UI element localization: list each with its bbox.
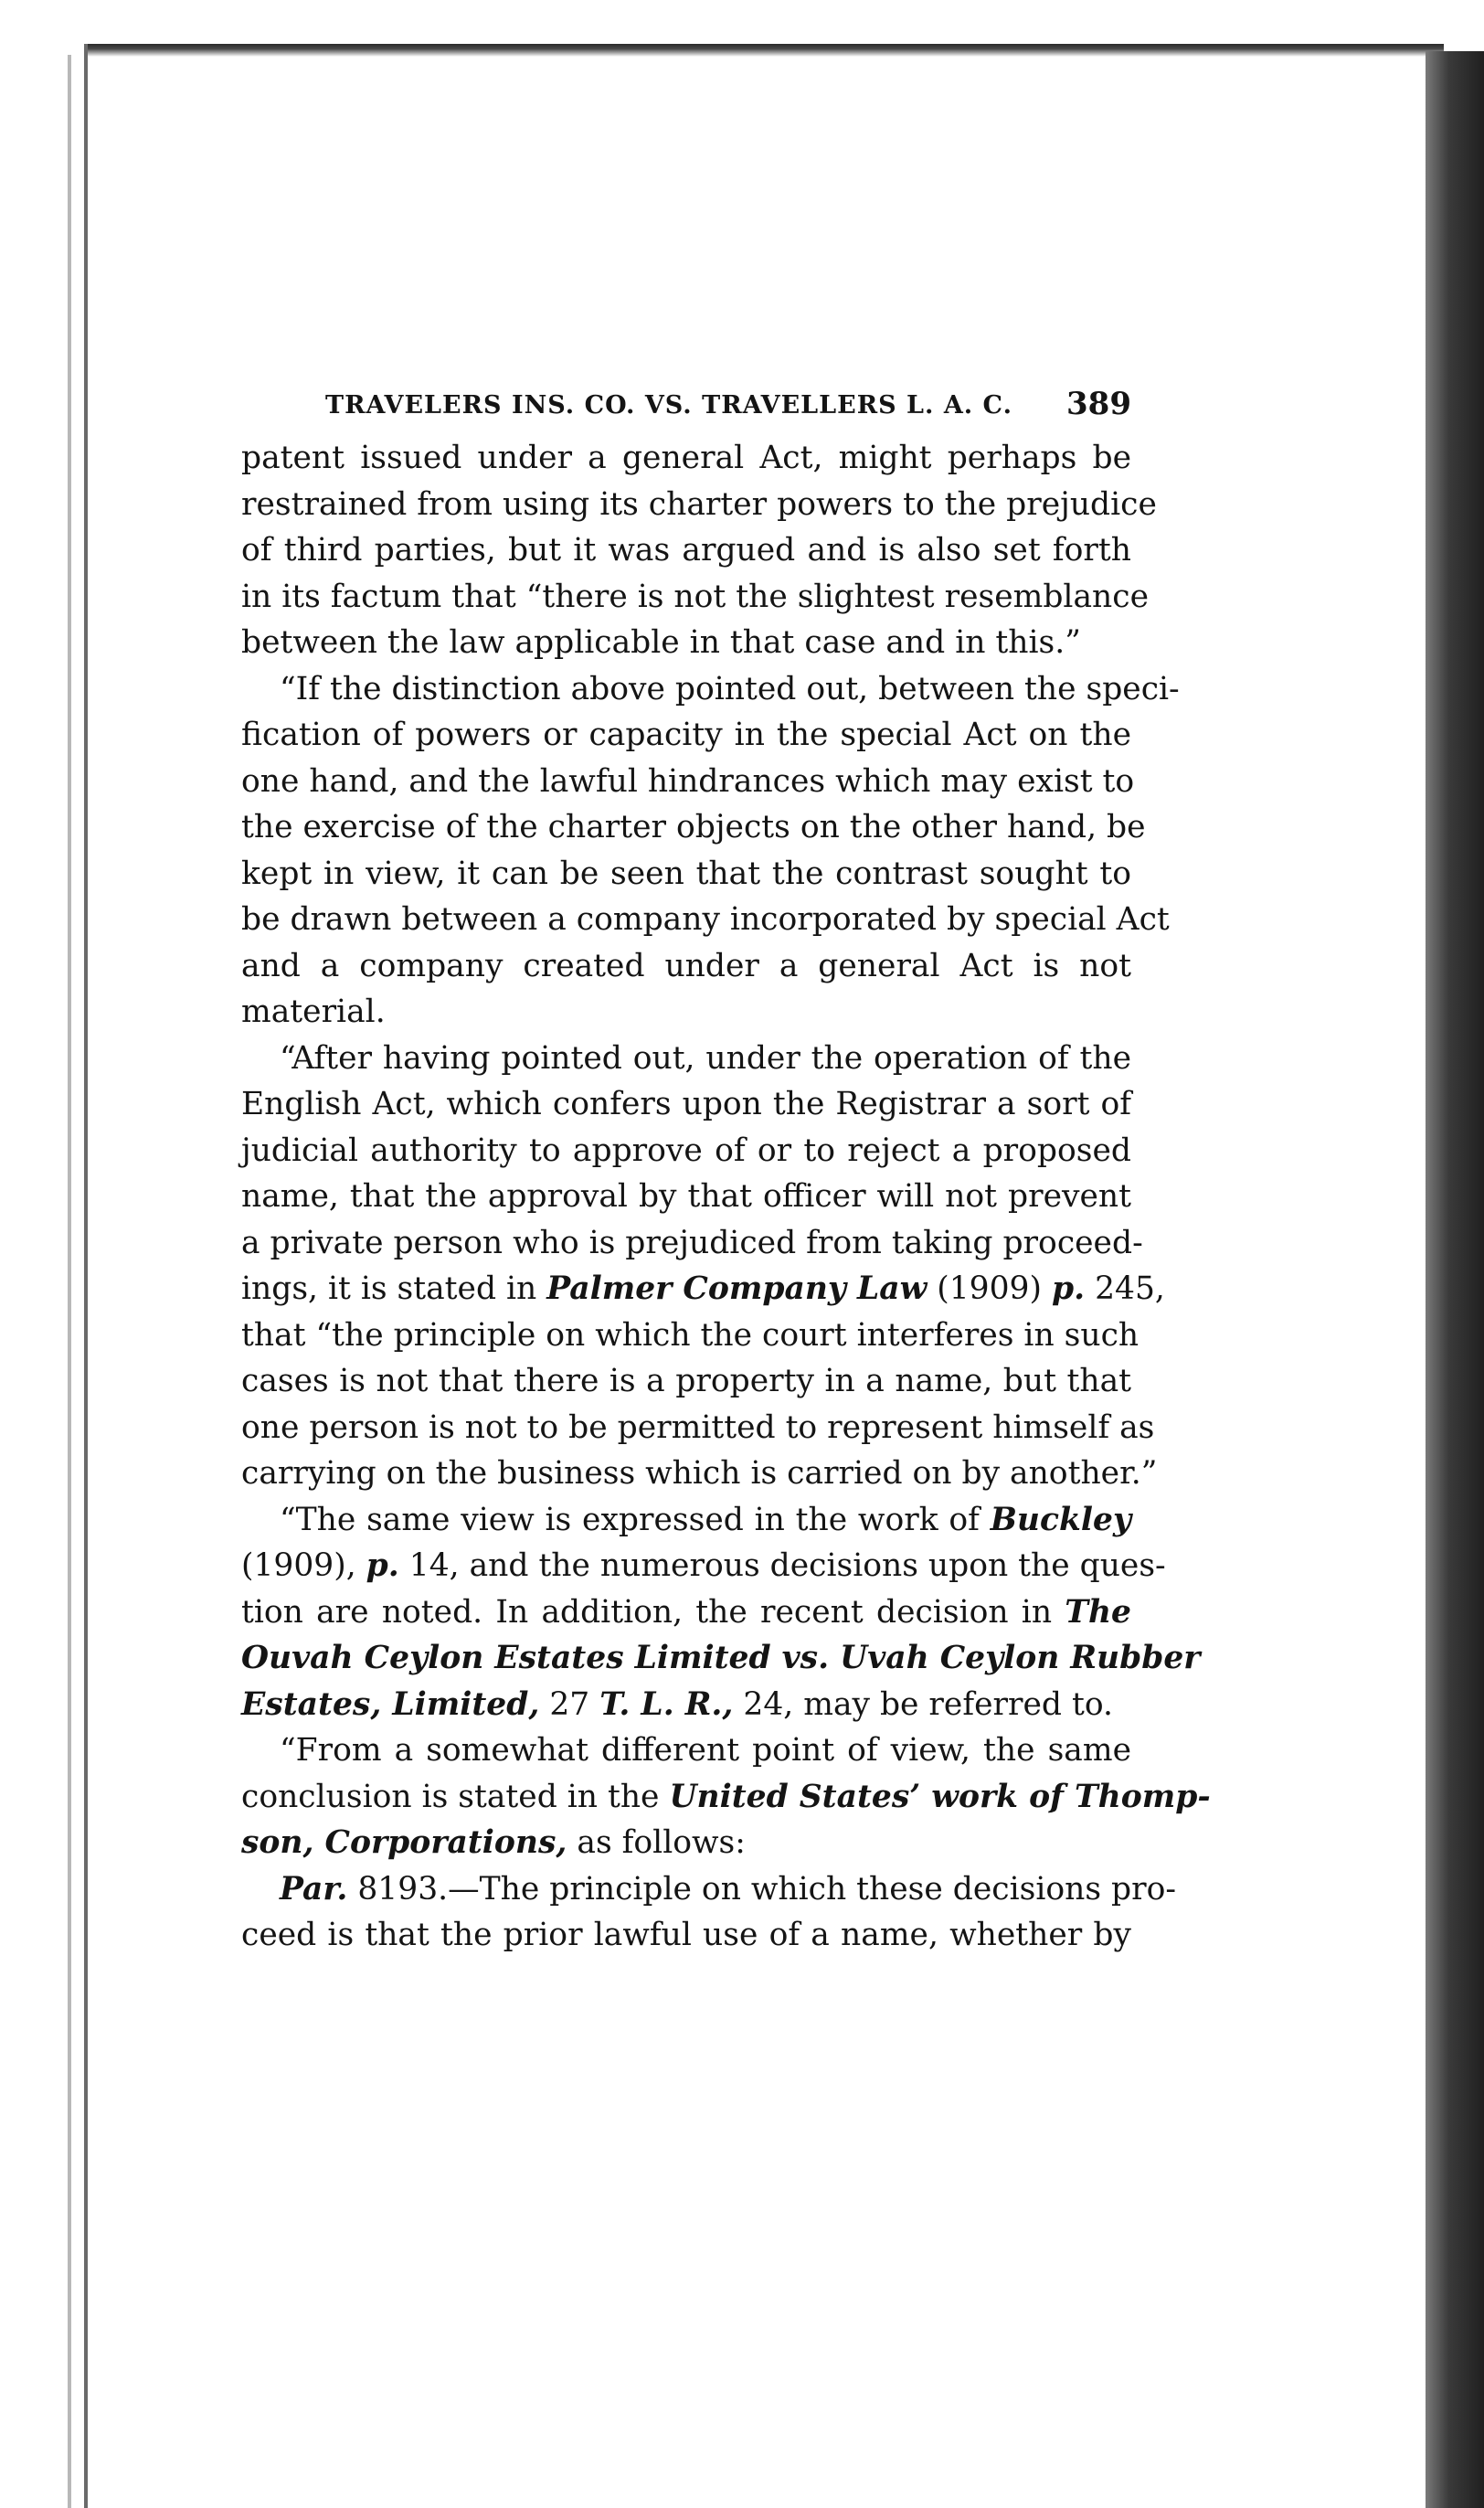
text-line: the exercise of the charter objects on the other hand, be xyxy=(241,809,1146,845)
text-line: of third parties, but it was argued and is also set forth xyxy=(241,532,1131,569)
text-line: material. xyxy=(241,994,386,1030)
page-number: 389 xyxy=(1066,386,1131,422)
line-segment: as follows: xyxy=(577,1824,746,1861)
citation-page: p. xyxy=(366,1547,399,1584)
line-segment: (1909) xyxy=(937,1270,1042,1307)
scan-border-left xyxy=(0,44,88,2508)
line-segment: 24, may be referred to. xyxy=(743,1685,1113,1723)
line-segment: 8193.—The principle on which these decisions pro- xyxy=(357,1870,1177,1908)
text-line: ceed is that the prior lawful use of a name, whether by xyxy=(241,1917,1131,1953)
paragraph-ref: Par. xyxy=(280,1870,348,1908)
text-line: “If the distinction above pointed out, between the speci- xyxy=(280,670,1180,707)
text-line: be drawn between a company incorporated by special Act xyxy=(241,901,1170,938)
citation-author: Buckley xyxy=(990,1501,1132,1538)
text-line xyxy=(241,1543,1166,1589)
work-title: United States’ work of Thomp- xyxy=(669,1778,1211,1815)
citation-page: p. xyxy=(1051,1270,1086,1307)
body-text xyxy=(241,435,1211,1959)
text-line: cases is not that there is a property in a name, but that xyxy=(241,1363,1131,1399)
scan-gutter-line xyxy=(68,55,71,2508)
line-segment: (1909), xyxy=(241,1547,356,1584)
case-name-line: Ouvah Ceylon Estates Limited vs. Uvah Ceylon Rubber xyxy=(241,1640,1201,1676)
citation-title: Palmer Company Law xyxy=(546,1270,928,1307)
line-segment: conclusion is stated in the xyxy=(241,1778,660,1815)
text-line xyxy=(241,1820,1131,1866)
text-line: that “the principle on which the court interferes in such xyxy=(241,1316,1140,1354)
case-name: The xyxy=(1065,1593,1132,1631)
book-page xyxy=(241,380,1211,1959)
text-line xyxy=(241,1589,1131,1636)
text-line xyxy=(241,1866,1177,1913)
line-segment: 14, and the numerous decisions upon the ques- xyxy=(408,1547,1166,1584)
line-segment: ings, it is stated in xyxy=(241,1270,537,1307)
case-name: Estates, Limited, xyxy=(241,1685,540,1723)
text-line: a private person who is prejudiced from taking proceed- xyxy=(241,1224,1143,1261)
line-segment: “The same view is expressed in the work of xyxy=(280,1501,980,1538)
text-line: judicial authority to approve of or to reject a proposed xyxy=(241,1132,1131,1169)
text-line: one hand, and the lawful hindrances which may exist to xyxy=(241,762,1135,800)
text-line: English Act, which confers upon the Registrar a sort of xyxy=(241,1086,1131,1122)
text-line: restrained from using its charter powers to the prejudice xyxy=(241,485,1157,523)
text-line: fication of powers or capacity in the special Act on the xyxy=(241,717,1131,753)
scan-border-top xyxy=(0,44,1444,57)
text-line xyxy=(241,1774,1211,1821)
text-line: “After having pointed out, under the operation of the xyxy=(280,1039,1131,1077)
running-head xyxy=(241,380,1131,435)
line-segment: 245, xyxy=(1095,1270,1165,1307)
text-line: and a company created under a general Act is not xyxy=(241,947,1131,984)
text-line xyxy=(241,1682,1131,1728)
text-line: patent issued under a general Act, might perhaps be xyxy=(241,440,1131,476)
text-line: in its factum that “there is not the slightest resemblance xyxy=(241,578,1149,615)
work-title: son, Corporations, xyxy=(241,1824,567,1861)
text-line: one person is not to be permitted to represent himself as xyxy=(241,1408,1155,1446)
text-line: name, that the approval by that officer will not prevent xyxy=(241,1178,1131,1215)
scan-border-right xyxy=(1426,51,1484,2508)
text-line: carrying on the business which is carried on by another.” xyxy=(241,1455,1158,1492)
text-line xyxy=(241,1497,1131,1544)
text-line: between the law applicable in that case and in this.” xyxy=(241,624,1081,661)
report-abbrev: T. L. R., xyxy=(599,1685,734,1723)
line-segment: tion are noted. In addition, the recent decision in xyxy=(241,1593,1053,1631)
text-line: kept in view, it can be seen that the contrast sought to xyxy=(241,855,1131,892)
text-line: “From a somewhat different point of view, the same xyxy=(280,1732,1131,1769)
running-title: TRAVELERS INS. CO. VS. TRAVELLERS L. A. C. xyxy=(325,391,1012,420)
line-segment: 27 xyxy=(549,1685,590,1723)
text-line xyxy=(241,1266,1165,1312)
